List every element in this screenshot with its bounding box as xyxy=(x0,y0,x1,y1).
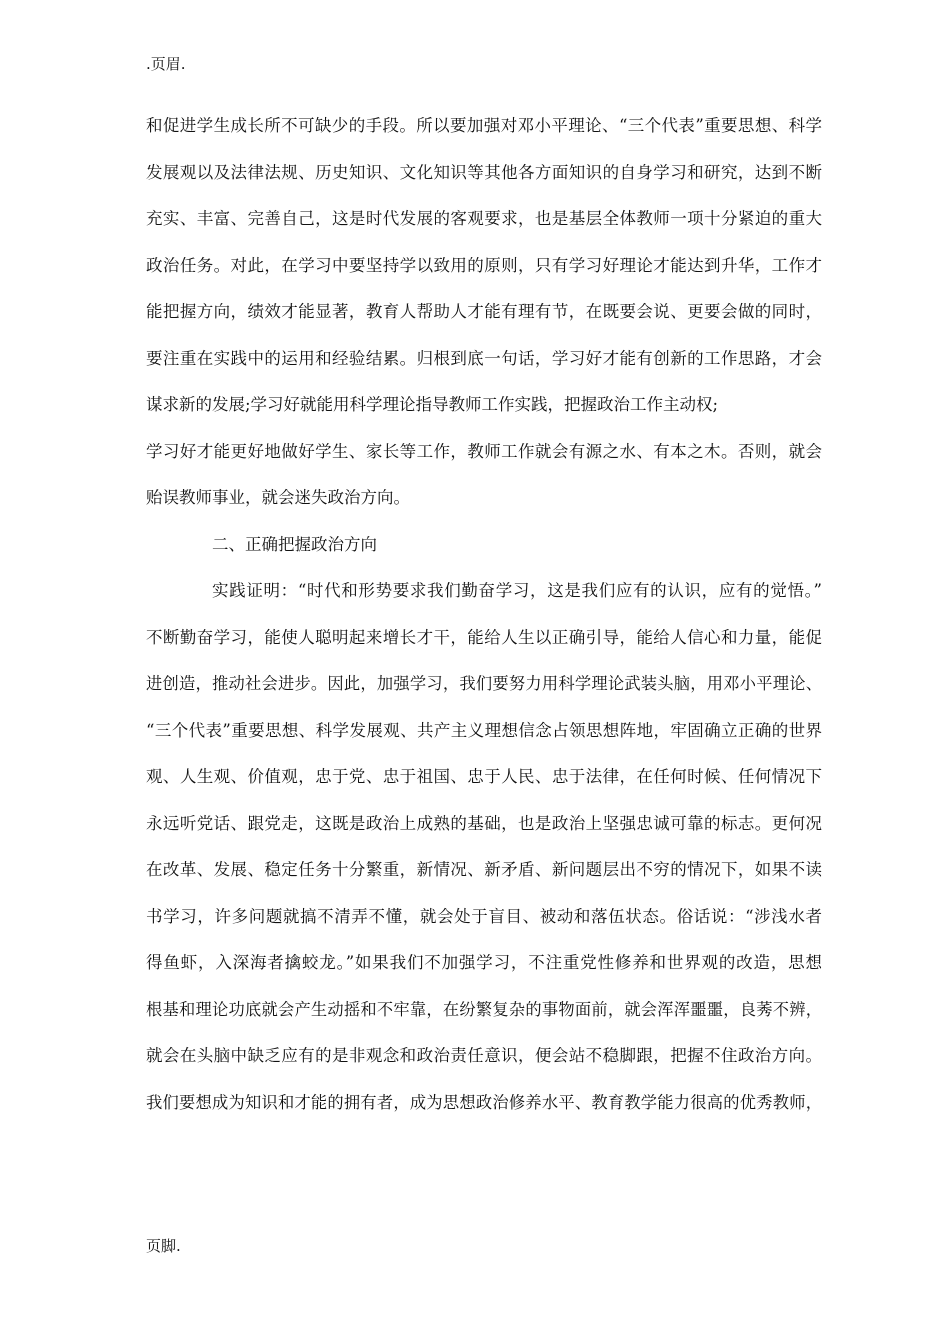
body-line: 发展观以及法律法规、历史知识、文化知识等其他各方面知识的自身学习和研究，达到不断 xyxy=(146,162,822,182)
section-heading: 二、正确把握政治方向 xyxy=(212,534,377,554)
body-line: 实践证明：“时代和形势要求我们勤奋学习，这是我们应有的认识，应有的觉悟。” xyxy=(212,581,822,600)
body-line: 永远听党话、跟党走，这既是政治上成熟的基础，也是政治上坚强忠诚可靠的标志。更何况 xyxy=(146,813,822,833)
page-header: .页眉. xyxy=(146,55,186,73)
body-line: 不断勤奋学习，能使人聪明起来增长才干，能给人生以正确引导，能给人信心和力量，能促 xyxy=(146,627,822,647)
document-body xyxy=(146,106,822,1129)
body-line: “三个代表”重要思想、科学发展观、共产主义理想信念占领思想阵地，牢固确立正确的世界 xyxy=(146,720,822,740)
body-line: 我们要想成为知识和才能的拥有者，成为思想政治修养水平、教育教学能力很高的优秀教师， xyxy=(146,1092,822,1112)
body-line: 书学习，许多问题就搞不清弄不懂，就会处于盲目、被动和落伍状态。俗话说：“涉浅水者 xyxy=(146,906,822,926)
body-line: 进创造，推动社会进步。因此，加强学习，我们要努力用科学理论武装头脑，用邓小平理论、 xyxy=(146,674,822,693)
body-line: 要注重在实践中的运用和经验结累。归根到底一句话，学习好才能有创新的工作思路，才会 xyxy=(146,348,822,368)
body-line: 政治任务。对此，在学习中要坚持学以致用的原则，只有学习好理论才能达到升华，工作才 xyxy=(146,255,822,275)
body-line: 得鱼虾，入深海者擒蛟龙。”如果我们不加强学习，不注重党性修养和世界观的改造，思想 xyxy=(146,953,822,972)
page-footer: 页脚. xyxy=(146,1237,181,1255)
body-line: 和促进学生成长所不可缺少的手段。所以要加强对邓小平理论、“三个代表”重要思想、科学 xyxy=(146,116,822,135)
body-line: 充实、丰富、完善自己，这是时代发展的客观要求，也是基层全体教师一项十分紧迫的重大 xyxy=(146,209,822,228)
body-line: 贻误教师事业，就会迷失政治方向。 xyxy=(146,488,410,507)
body-line: 学习好才能更好地做好学生、家长等工作，教师工作就会有源之水、有本之木。否则，就会 xyxy=(146,441,822,461)
body-line: 根基和理论功底就会产生动摇和不牢靠，在纷繁复杂的事物面前，就会浑浑噩噩，良莠不辨， xyxy=(146,999,822,1019)
body-line: 就会在头脑中缺乏应有的是非观念和政治责任意识，便会站不稳脚跟，把握不住政治方向。 xyxy=(146,1046,822,1065)
body-line: 在改革、发展、稳定任务十分繁重，新情况、新矛盾、新问题层出不穷的情况下，如果不读 xyxy=(146,860,822,879)
body-line: 能把握方向，绩效才能显著，教育人帮助人才能有理有节，在既要会说、更要会做的同时， xyxy=(146,302,822,321)
body-line: 观、人生观、价值观，忠于党、忠于祖国、忠于人民、忠于法律，在任何时候、任何情况下 xyxy=(146,767,822,786)
body-line: 谋求新的发展;学习好就能用科学理论指导教师工作实践，把握政治工作主动权; xyxy=(146,395,719,414)
